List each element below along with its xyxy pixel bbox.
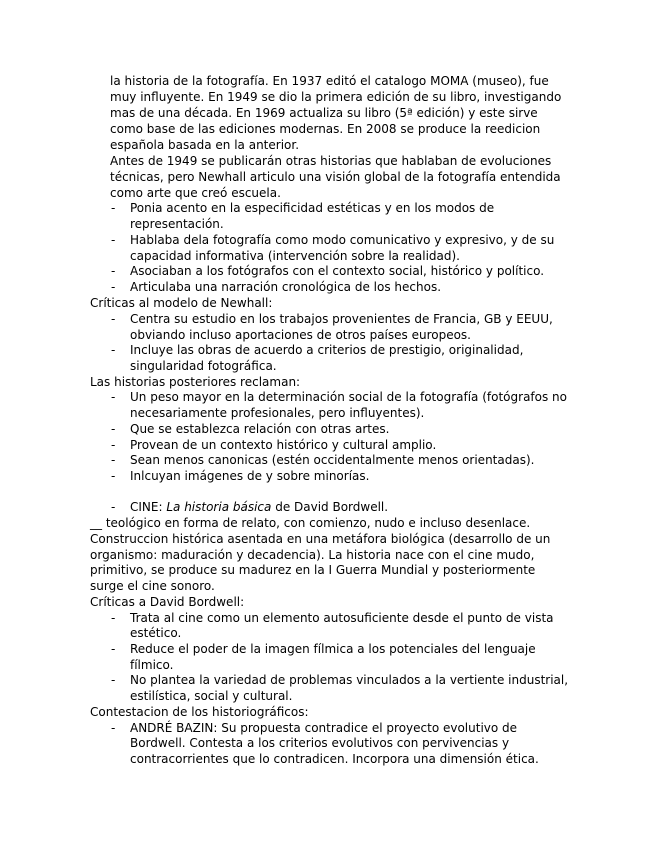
criticas-newhall-point: singularidad fotográfica. [130,359,277,373]
bullet-dash: - [111,201,116,215]
criticas-bordwell-point: estético. [130,626,182,640]
bullet-dash: - [111,469,116,483]
newhall-point: Articulaba una narración cronológica de los hechos. [130,280,442,294]
criticas-newhall-point: Centra su estudio en los trabajos provenientes de Francia, GB y EEUU, [130,312,553,326]
intro-line: la historia de la fotografía. En 1937 editó el catalogo MOMA (museo), fue [110,74,549,88]
bordwell-line: Construccion histórica asentada en una metáfora biológica (desarrollo de un [90,532,551,546]
criticas-bordwell-point: No plantea la variedad de problemas vinculados a la vertiente industrial, [130,673,569,687]
cine-book-title: La historia básica [166,500,272,514]
newhall-point: representación. [130,217,224,231]
bullet-dash: - [111,280,116,294]
bordwell-line: surge el cine sonoro. [90,579,215,593]
cine-suffix: de David Bordwell. [271,500,389,514]
intro-line: como arte que creó escuela. [110,186,281,200]
criticas-bordwell-point: Trata al cine como un elemento autosuficiente desde el punto de vista [130,611,554,625]
bullet-dash: - [111,422,116,436]
criticas-bordwell-point: estilística, social y cultural. [130,689,293,703]
bullet-dash: - [111,233,116,247]
criticas-newhall-point: Incluye las obras de acuerdo a criterios de prestigio, originalidad, [130,343,524,357]
intro-line: como base de las ediciones modernas. En 2008 se produce la reedicion [110,122,541,136]
bordwell-line: organismo: maduración y decadencia). La historia nace con el cine mudo, [90,548,535,562]
bullet-dash: - [111,343,116,357]
intro-line: Antes de 1949 se publicarán otras historias que hablaban de evoluciones [110,154,552,168]
bullet-dash: - [111,673,116,687]
bordwell-line: __ teológico en forma de relato, con comienzo, nudo e incluso desenlace. [90,516,531,530]
criticas-bordwell-point: Reduce el poder de la imagen fílmica a los potenciales del lenguaje [130,642,536,656]
criticas-bordwell-point: fílmico. [130,658,174,672]
intro-line: mas de una década. En 1969 actualiza su libro (5ª edición) y este sirve [110,106,538,120]
newhall-point: Asociaban a los fotógrafos con el contexto social, histórico y político. [130,264,545,278]
contestacion-point: contracorrientes que lo contradicen. Incorpora una dimensión ética. [130,752,539,766]
intro-line: muy influyente. En 1949 se dio la primera edición de su libro, investigando [110,90,562,104]
historias-posteriores-heading: Las historias posteriores reclaman: [90,375,301,389]
newhall-point: Ponia acento en la especificidad estéticas y en los modos de [130,201,495,215]
criticas-newhall-heading: Críticas al modelo de Newhall: [90,296,273,310]
contestacion-point: Bordwell. Contesta a los criterios evolutivos con pervivencias y [130,736,510,750]
cine-line [130,500,388,515]
bullet-dash: - [111,500,116,514]
historias-point: Un peso mayor en la determinación social de la fotografía (fotógrafos no [130,390,568,404]
historias-point: Provean de un contexto histórico y cultural amplio. [130,438,437,452]
historias-point: Que se establezca relación con otras artes. [130,422,390,436]
bullet-dash: - [111,390,116,404]
intro-line: técnicas, pero Newhall articulo una visión global de la fotografía entendida [110,170,561,184]
historias-point: Inlcuyan imágenes de y sobre minorías. [130,469,370,483]
newhall-point: capacidad informativa (intervención sobre la realidad). [130,249,460,263]
criticas-newhall-point: obviando incluso aportaciones de otros países europeos. [130,328,471,342]
contestacion-heading: Contestacion de los historiográficos: [90,705,309,719]
criticas-bordwell-heading: Críticas a David Bordwell: [90,595,245,609]
contestacion-point: ANDRÉ BAZIN: Su propuesta contradice el proyecto evolutivo de [130,721,518,735]
intro-line: española basada en la anterior. [110,138,300,152]
bullet-dash: - [111,264,116,278]
bullet-dash: - [111,438,116,452]
bullet-dash: - [111,642,116,656]
bullet-dash: - [111,721,116,735]
newhall-point: Hablaba dela fotografía como modo comunicativo y expresivo, y de su [130,233,555,247]
cine-prefix: CINE: [130,500,167,514]
historias-point: necesariamente profesionales, pero influyentes). [130,406,425,420]
bordwell-line: primitivo, se produce su madurez en la I Guerra Mundial y posteriormente [90,563,536,577]
bullet-dash: - [111,611,116,625]
bullet-dash: - [111,312,116,326]
historias-point: Sean menos canonicas (estén occidentalmente menos orientadas). [130,453,535,467]
bullet-dash: - [111,453,116,467]
